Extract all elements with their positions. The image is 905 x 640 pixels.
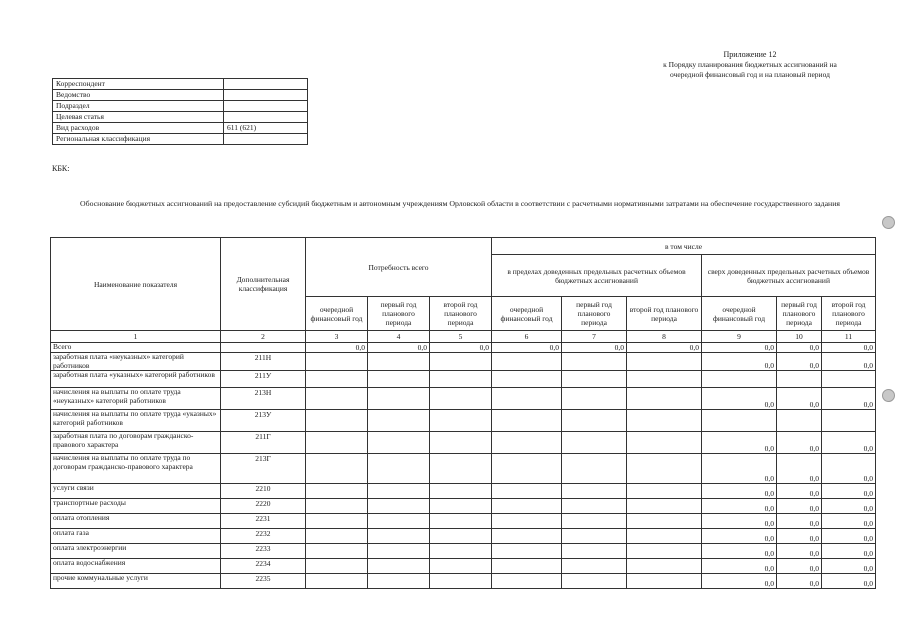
value-cell (306, 454, 368, 484)
value-cell: 0,0 (822, 559, 876, 574)
value-cell: 0,0 (822, 544, 876, 559)
value-cell (492, 371, 562, 388)
value-cell (306, 484, 368, 499)
table-row (51, 388, 876, 410)
value-cell (368, 514, 430, 529)
indicator-name: оплата водоснабжения (51, 559, 221, 574)
value-cell (562, 454, 627, 484)
value-cell (492, 388, 562, 410)
table-row (51, 529, 876, 544)
value-cell (627, 484, 702, 499)
value-cell (492, 574, 562, 589)
value-cell: 0,0 (702, 454, 777, 484)
binder-hole-icon (882, 216, 895, 229)
table-row (51, 544, 876, 559)
appendix-line-2: очередной финансовый год и на плановый период (670, 70, 830, 79)
value-cell: 0,0 (822, 484, 876, 499)
value-cell (822, 410, 876, 432)
value-cell: 0,0 (777, 529, 822, 544)
value-cell: 0,0 (562, 343, 627, 353)
classification-code (221, 343, 306, 353)
value-cell: 0,0 (777, 574, 822, 589)
value-cell (430, 371, 492, 388)
value-cell (430, 574, 492, 589)
column-number: 3 (306, 331, 368, 343)
value-cell (777, 410, 822, 432)
value-cell (627, 371, 702, 388)
classification-code: 211Н (221, 353, 306, 371)
column-number: 5 (430, 331, 492, 343)
column-number: 7 (562, 331, 627, 343)
value-cell (492, 559, 562, 574)
value-cell (627, 353, 702, 371)
value-cell (562, 484, 627, 499)
classification-row (53, 134, 308, 145)
value-cell (368, 410, 430, 432)
value-cell (430, 454, 492, 484)
value-cell: 0,0 (777, 559, 822, 574)
value-cell (492, 529, 562, 544)
classification-row (53, 101, 308, 112)
value-cell (306, 514, 368, 529)
value-cell: 0,0 (822, 454, 876, 484)
value-cell: 0,0 (777, 484, 822, 499)
value-cell: 0,0 (702, 559, 777, 574)
column-number: 1 (51, 331, 221, 343)
value-cell (492, 484, 562, 499)
classification-label: Региональная классификация (53, 134, 224, 145)
classification-row (53, 123, 308, 134)
value-cell: 0,0 (777, 454, 822, 484)
value-cell (562, 529, 627, 544)
table-row (51, 343, 876, 353)
table-row (51, 484, 876, 499)
value-cell (368, 529, 430, 544)
classification-code: 2210 (221, 484, 306, 499)
value-cell: 0,0 (306, 343, 368, 353)
value-cell (562, 371, 627, 388)
value-cell (492, 353, 562, 371)
value-cell: 0,0 (777, 353, 822, 371)
value-cell: 0,0 (777, 343, 822, 353)
classification-code: 2220 (221, 499, 306, 514)
table-row (51, 353, 876, 371)
table-row (51, 499, 876, 514)
classification-code: 213Г (221, 454, 306, 484)
value-cell (627, 514, 702, 529)
value-cell (562, 574, 627, 589)
value-cell (627, 454, 702, 484)
header-period: первый год планового периода (562, 297, 627, 331)
column-number: 6 (492, 331, 562, 343)
value-cell: 0,0 (702, 343, 777, 353)
value-cell: 0,0 (702, 432, 777, 454)
value-cell: 0,0 (702, 529, 777, 544)
value-cell (368, 499, 430, 514)
value-cell (627, 388, 702, 410)
value-cell (430, 388, 492, 410)
value-cell: 0,0 (702, 388, 777, 410)
classification-value (224, 79, 308, 90)
table-row (51, 454, 876, 484)
classification-label: Подраздел (53, 101, 224, 112)
header-indicator-name: Наименование показателя (51, 238, 221, 331)
header-period: второй год планового периода (627, 297, 702, 331)
column-number: 9 (702, 331, 777, 343)
classification-row (53, 79, 308, 90)
classification-value (224, 101, 308, 112)
value-cell (430, 410, 492, 432)
value-cell (492, 544, 562, 559)
appendix-title: Приложение 12 (723, 50, 777, 59)
classification-code: 2232 (221, 529, 306, 544)
value-cell (430, 544, 492, 559)
indicator-name: начисления на выплаты по оплате труда по договорам гражданско-правового характера (51, 454, 221, 484)
classification-row (53, 90, 308, 101)
value-cell (492, 514, 562, 529)
classification-code: 2235 (221, 574, 306, 589)
value-cell (627, 544, 702, 559)
classification-label: Корреспондент (53, 79, 224, 90)
value-cell: 0,0 (822, 432, 876, 454)
classification-table (52, 78, 308, 145)
classification-label: Целевая статья (53, 112, 224, 123)
binder-hole-icon (882, 389, 895, 402)
indicator-name: оплата газа (51, 529, 221, 544)
value-cell: 0,0 (822, 574, 876, 589)
value-cell (627, 559, 702, 574)
column-number: 8 (627, 331, 702, 343)
indicator-name: начисления на выплаты по оплате труда «указных» категорий работников (51, 410, 221, 432)
value-cell (492, 432, 562, 454)
header-period: первый год планового периода (368, 297, 430, 331)
value-cell: 0,0 (777, 388, 822, 410)
value-cell (702, 410, 777, 432)
value-cell (492, 454, 562, 484)
table-row (51, 432, 876, 454)
kbk-label: КБК: (52, 164, 70, 173)
classification-code: 211У (221, 371, 306, 388)
header-above-limits: сверх доведенных предельных расчетных объемов бюджетных ассигнований (702, 255, 876, 297)
classification-code: 2233 (221, 544, 306, 559)
value-cell (430, 529, 492, 544)
value-cell (430, 499, 492, 514)
value-cell: 0,0 (822, 514, 876, 529)
indicator-name: заработная плата по договорам гражданско-правового характера (51, 432, 221, 454)
value-cell: 0,0 (702, 574, 777, 589)
value-cell: 0,0 (627, 343, 702, 353)
column-number: 10 (777, 331, 822, 343)
value-cell (492, 499, 562, 514)
header-period: очередной финансовый год (306, 297, 368, 331)
indicator-name: транспортные расходы (51, 499, 221, 514)
value-cell (627, 529, 702, 544)
header-additional-classification: Дополнительная классификация (221, 238, 306, 331)
value-cell: 0,0 (702, 514, 777, 529)
value-cell (368, 454, 430, 484)
value-cell (306, 432, 368, 454)
value-cell (368, 544, 430, 559)
indicator-name: начисления на выплаты по оплате труда «неуказных» категорий работников (51, 388, 221, 410)
value-cell (368, 388, 430, 410)
indicator-name: прочие коммунальные услуги (51, 574, 221, 589)
value-cell: 0,0 (822, 353, 876, 371)
value-cell (368, 432, 430, 454)
value-cell: 0,0 (702, 484, 777, 499)
value-cell (430, 484, 492, 499)
classification-code: 213Н (221, 388, 306, 410)
classification-value (224, 134, 308, 145)
value-cell: 0,0 (822, 388, 876, 410)
value-cell (627, 432, 702, 454)
classification-value (224, 90, 308, 101)
value-cell (306, 544, 368, 559)
value-cell (562, 544, 627, 559)
indicator-name: заработная плата «неуказных» категорий работников (51, 353, 221, 371)
classification-value (224, 112, 308, 123)
value-cell (368, 353, 430, 371)
value-cell: 0,0 (702, 353, 777, 371)
value-cell (562, 499, 627, 514)
classification-code: 211Г (221, 432, 306, 454)
indicator-name: заработная плата «указных» категорий работников (51, 371, 221, 388)
header-period: первый год планового периода (777, 297, 822, 331)
value-cell (822, 371, 876, 388)
value-cell (492, 410, 562, 432)
table-row (51, 371, 876, 388)
indicator-name: оплата отопления (51, 514, 221, 529)
value-cell (368, 484, 430, 499)
appendix-note (600, 50, 900, 80)
value-cell (562, 410, 627, 432)
value-cell (368, 371, 430, 388)
column-number: 4 (368, 331, 430, 343)
value-cell (306, 388, 368, 410)
value-cell (368, 559, 430, 574)
header-within-limits: в пределах доведенных предельных расчетных объемов бюджетных ассигнований (492, 255, 702, 297)
indicator-name: услуги связи (51, 484, 221, 499)
classification-code: 213У (221, 410, 306, 432)
classification-value: 611 (621) (224, 123, 308, 134)
value-cell (306, 574, 368, 589)
value-cell (430, 353, 492, 371)
value-cell (627, 410, 702, 432)
value-cell: 0,0 (777, 499, 822, 514)
value-cell: 0,0 (430, 343, 492, 353)
table-row (51, 410, 876, 432)
value-cell (430, 514, 492, 529)
header-period: очередной финансовый год (702, 297, 777, 331)
value-cell (562, 514, 627, 529)
table-row (51, 514, 876, 529)
value-cell (306, 529, 368, 544)
value-cell (306, 499, 368, 514)
header-period: очередной финансовый год (492, 297, 562, 331)
value-cell: 0,0 (777, 514, 822, 529)
value-cell: 0,0 (822, 529, 876, 544)
column-number: 11 (822, 331, 876, 343)
indicator-name: Всего (51, 343, 221, 353)
value-cell (430, 559, 492, 574)
value-cell: 0,0 (702, 544, 777, 559)
appendix-line-1: к Порядку планирования бюджетных ассигнований на (663, 60, 837, 69)
value-cell (562, 432, 627, 454)
header-including: в том числе (492, 238, 876, 255)
classification-code: 2231 (221, 514, 306, 529)
value-cell (306, 559, 368, 574)
value-cell (562, 388, 627, 410)
value-cell (627, 499, 702, 514)
value-cell (368, 574, 430, 589)
value-cell: 0,0 (702, 499, 777, 514)
value-cell: 0,0 (492, 343, 562, 353)
value-cell (562, 353, 627, 371)
table-row (51, 574, 876, 589)
header-period: второй год планового периода (430, 297, 492, 331)
value-cell: 0,0 (822, 343, 876, 353)
value-cell: 0,0 (822, 499, 876, 514)
column-number: 2 (221, 331, 306, 343)
value-cell: 0,0 (777, 544, 822, 559)
indicator-name: оплата электроэнергии (51, 544, 221, 559)
header-period: второй год планового периода (822, 297, 876, 331)
value-cell (306, 410, 368, 432)
table-row (51, 559, 876, 574)
budget-table (50, 237, 876, 589)
value-cell: 0,0 (777, 432, 822, 454)
value-cell (562, 559, 627, 574)
value-cell (306, 353, 368, 371)
value-cell (430, 432, 492, 454)
classification-label: Ведомство (53, 90, 224, 101)
value-cell: 0,0 (368, 343, 430, 353)
header-total-need: Потребность всего (306, 238, 492, 297)
value-cell (777, 371, 822, 388)
document-title: Обоснование бюджетных ассигнований на предоставление субсидий бюджетным и автономным учреждениям Орловской области в соответствии с расчетными нормативными затратами на обеспечение государственного задания (80, 199, 840, 208)
classification-code: 2234 (221, 559, 306, 574)
classification-row (53, 112, 308, 123)
value-cell (306, 371, 368, 388)
value-cell (627, 574, 702, 589)
classification-label: Вид расходов (53, 123, 224, 134)
value-cell (702, 371, 777, 388)
